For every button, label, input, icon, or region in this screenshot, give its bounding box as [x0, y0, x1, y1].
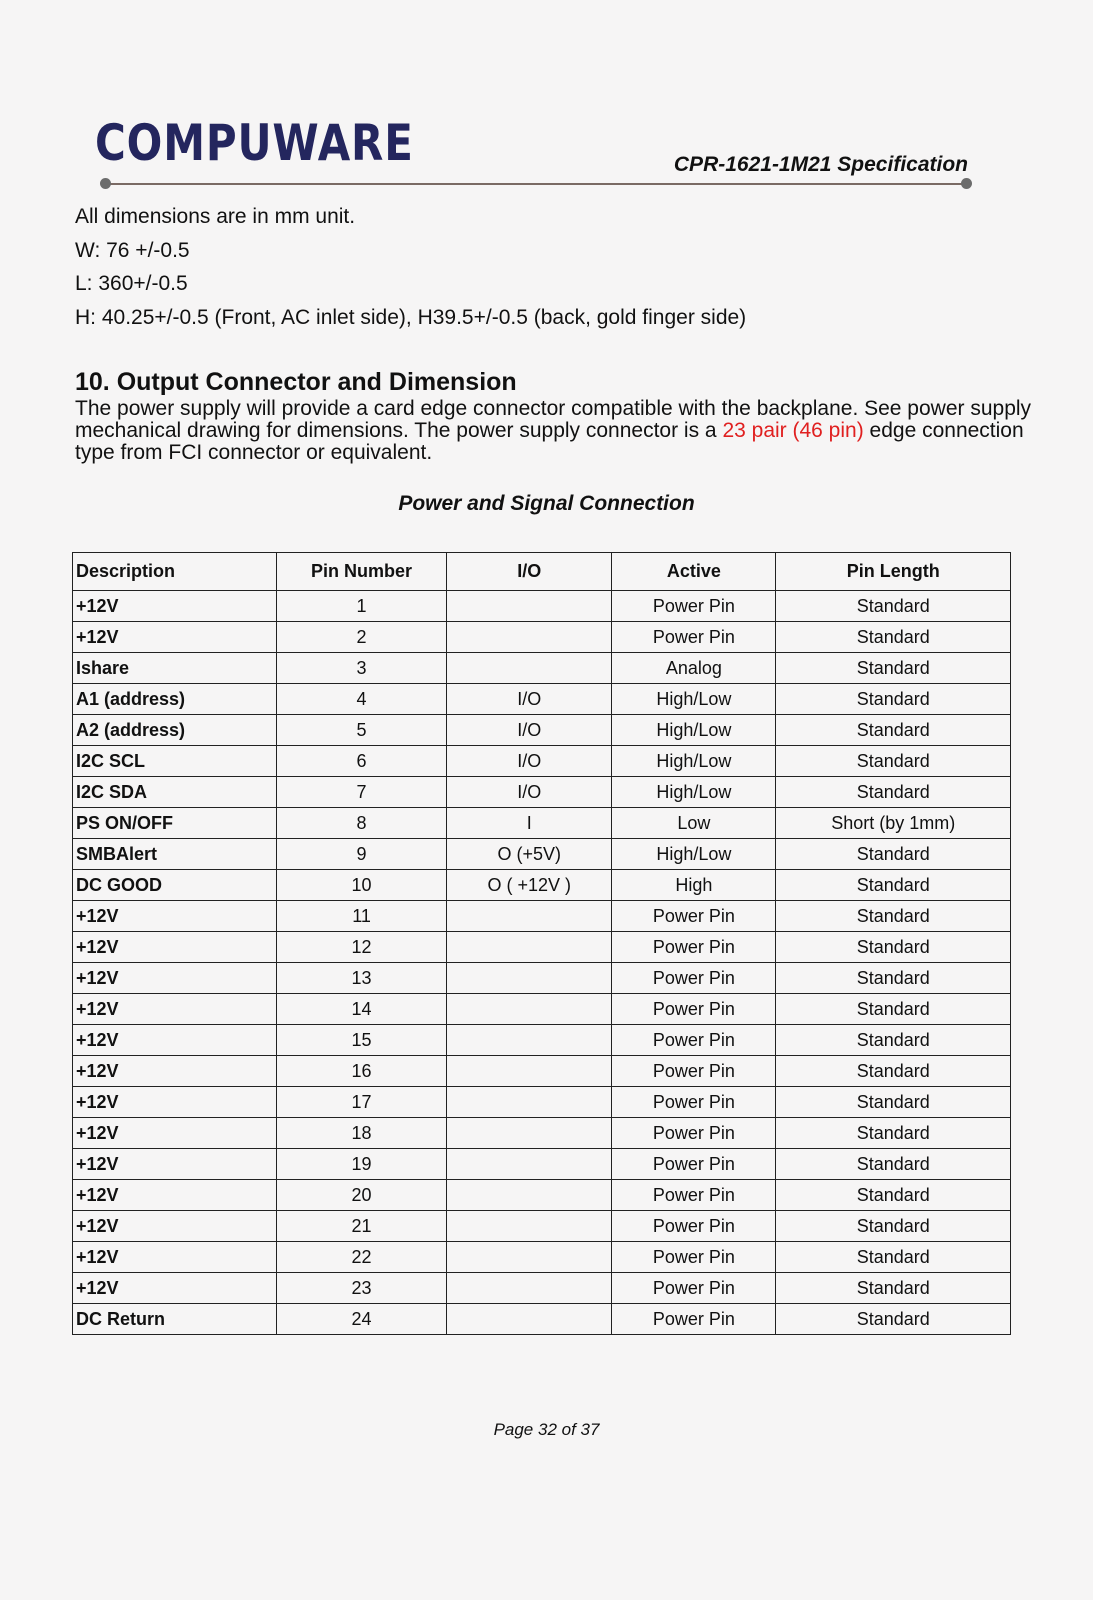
pin-number-cell: 19	[276, 1149, 446, 1180]
description-cell: Ishare	[73, 653, 277, 684]
pin-length-cell: Standard	[776, 715, 1011, 746]
column-header: Description	[73, 553, 277, 591]
active-cell: Power Pin	[612, 901, 776, 932]
pin-length-cell: Standard	[776, 839, 1011, 870]
io-cell	[447, 901, 612, 932]
description-cell: +12V	[73, 932, 277, 963]
io-cell	[447, 1149, 612, 1180]
pin-number-cell: 10	[276, 870, 446, 901]
io-cell: I/O	[447, 684, 612, 715]
io-cell	[447, 963, 612, 994]
description-cell: +12V	[73, 1087, 277, 1118]
table-header-row	[73, 553, 1011, 591]
description-cell: DC Return	[73, 1304, 277, 1335]
active-cell: Power Pin	[612, 622, 776, 653]
io-cell	[447, 1087, 612, 1118]
active-cell: Power Pin	[612, 1273, 776, 1304]
table-row	[73, 684, 1011, 715]
pin-number-cell: 5	[276, 715, 446, 746]
pin-length-cell: Standard	[776, 870, 1011, 901]
io-cell: I/O	[447, 777, 612, 808]
io-cell	[447, 1242, 612, 1273]
table-row	[73, 1025, 1011, 1056]
table-row	[73, 1118, 1011, 1149]
pin-length-cell: Standard	[776, 653, 1011, 684]
pin-length-cell: Standard	[776, 1025, 1011, 1056]
active-cell: Analog	[612, 653, 776, 684]
pin-length-cell: Standard	[776, 622, 1011, 653]
description-cell: +12V	[73, 1273, 277, 1304]
active-cell: High/Low	[612, 777, 776, 808]
table-body	[73, 591, 1011, 1335]
active-cell: Power Pin	[612, 1025, 776, 1056]
table-row	[73, 1056, 1011, 1087]
intro-text-end: edge connection type from FCI connector or equivalent.	[75, 419, 1024, 464]
pin-length-cell: Standard	[776, 1304, 1011, 1335]
table-row	[73, 653, 1011, 684]
header-rule	[106, 183, 967, 185]
table-row	[73, 808, 1011, 839]
table-row	[73, 932, 1011, 963]
io-cell: I/O	[447, 715, 612, 746]
table-row	[73, 994, 1011, 1025]
active-cell: Power Pin	[612, 932, 776, 963]
pin-number-cell: 23	[276, 1273, 446, 1304]
description-cell: A1 (address)	[73, 684, 277, 715]
table-row	[73, 839, 1011, 870]
description-cell: +12V	[73, 1056, 277, 1087]
active-cell: Power Pin	[612, 1211, 776, 1242]
dimensions-unit-note: All dimensions are in mm unit.	[75, 205, 356, 228]
table-row	[73, 1304, 1011, 1335]
description-cell: DC GOOD	[73, 870, 277, 901]
table-row	[73, 1149, 1011, 1180]
pin-number-cell: 17	[276, 1087, 446, 1118]
active-cell: Power Pin	[612, 994, 776, 1025]
column-header: Pin Length	[776, 553, 1011, 591]
pin-number-cell: 20	[276, 1180, 446, 1211]
description-cell: PS ON/OFF	[73, 808, 277, 839]
io-cell	[447, 994, 612, 1025]
description-cell: +12V	[73, 963, 277, 994]
pin-length-cell: Standard	[776, 901, 1011, 932]
description-cell: I2C SDA	[73, 777, 277, 808]
dimension-height: H: 40.25+/-0.5 (Front, AC inlet side), H39.5+/-0.5 (back, gold finger side)	[75, 305, 747, 329]
active-cell: Power Pin	[612, 1087, 776, 1118]
pin-length-cell: Standard	[776, 1149, 1011, 1180]
pin-length-cell: Standard	[776, 932, 1011, 963]
pin-number-cell: 9	[276, 839, 446, 870]
description-cell: +12V	[73, 591, 277, 622]
io-cell: I	[447, 808, 612, 839]
pin-number-cell: 21	[276, 1211, 446, 1242]
page-number: Page 32 of 37	[493, 1420, 600, 1439]
pin-length-cell: Standard	[776, 1087, 1011, 1118]
pin-number-cell: 16	[276, 1056, 446, 1087]
io-cell	[447, 1118, 612, 1149]
pin-number-cell: 8	[276, 808, 446, 839]
active-cell: High	[612, 870, 776, 901]
io-cell	[447, 1211, 612, 1242]
active-cell: Power Pin	[612, 1118, 776, 1149]
table-row	[73, 1087, 1011, 1118]
active-cell: High/Low	[612, 684, 776, 715]
io-cell	[447, 622, 612, 653]
document-title: CPR-1621-1M21 Specification	[673, 153, 968, 176]
pin-length-cell: Standard	[776, 1056, 1011, 1087]
dimension-length: L: 360+/-0.5	[75, 272, 188, 295]
description-cell: SMBAlert	[73, 839, 277, 870]
pin-number-cell: 22	[276, 1242, 446, 1273]
pin-length-cell: Standard	[776, 1211, 1011, 1242]
io-cell: O ( +12V )	[447, 870, 612, 901]
io-cell	[447, 1180, 612, 1211]
table-row	[73, 963, 1011, 994]
header-rule-right-dot	[961, 178, 972, 189]
active-cell: Power Pin	[612, 963, 776, 994]
pin-number-cell: 18	[276, 1118, 446, 1149]
description-cell: +12V	[73, 1242, 277, 1273]
description-cell: +12V	[73, 1149, 277, 1180]
pin-length-cell: Short (by 1mm)	[776, 808, 1011, 839]
description-cell: +12V	[73, 622, 277, 653]
table-row	[73, 746, 1011, 777]
intro-text-start: The power supply will provide a card edge connector compatible with the backplane. See power supply mechanical drawing for dimensions. The power supply connector is a	[75, 397, 1032, 442]
active-cell: Power Pin	[612, 1056, 776, 1087]
description-cell: +12V	[73, 901, 277, 932]
pin-number-cell: 4	[276, 684, 446, 715]
pin-length-cell: Standard	[776, 1118, 1011, 1149]
pin-length-cell: Standard	[776, 777, 1011, 808]
pin-number-cell: 13	[276, 963, 446, 994]
dimensions-block	[75, 203, 746, 337]
header-rule-left-dot	[100, 178, 111, 189]
io-cell	[447, 1304, 612, 1335]
io-cell	[447, 653, 612, 684]
description-cell: A2 (address)	[73, 715, 277, 746]
pin-number-cell: 15	[276, 1025, 446, 1056]
active-cell: High/Low	[612, 746, 776, 777]
description-cell: I2C SCL	[73, 746, 277, 777]
description-cell: +12V	[73, 1211, 277, 1242]
pin-number-cell: 14	[276, 994, 446, 1025]
column-header: I/O	[447, 553, 612, 591]
table-row	[73, 901, 1011, 932]
pin-number-cell: 6	[276, 746, 446, 777]
pin-number-cell: 7	[276, 777, 446, 808]
table-row	[73, 622, 1011, 653]
table-caption: Power and Signal Connection	[398, 492, 695, 515]
io-cell: O (+5V)	[447, 839, 612, 870]
description-cell: +12V	[73, 994, 277, 1025]
pin-number-cell: 3	[276, 653, 446, 684]
pin-length-cell: Standard	[776, 1273, 1011, 1304]
description-cell: +12V	[73, 1180, 277, 1211]
company-logo: COMPUWARE	[95, 114, 414, 172]
section-intro	[75, 398, 1035, 464]
active-cell: High/Low	[612, 715, 776, 746]
pin-length-cell: Standard	[776, 994, 1011, 1025]
active-cell: Low	[612, 808, 776, 839]
pin-number-cell: 11	[276, 901, 446, 932]
section-heading: 10. Output Connector and Dimension	[75, 368, 517, 396]
pin-length-cell: Standard	[776, 684, 1011, 715]
active-cell: High/Low	[612, 839, 776, 870]
description-cell: +12V	[73, 1025, 277, 1056]
pin-number-cell: 24	[276, 1304, 446, 1335]
io-cell: I/O	[447, 746, 612, 777]
active-cell: Power Pin	[612, 1242, 776, 1273]
pin-table	[72, 552, 1011, 1335]
pin-number-cell: 1	[276, 591, 446, 622]
pin-length-cell: Standard	[776, 1180, 1011, 1211]
intro-highlight: 23 pair (46 pin)	[722, 419, 864, 442]
io-cell	[447, 591, 612, 622]
column-header: Pin Number	[276, 553, 446, 591]
table-row	[73, 1180, 1011, 1211]
io-cell	[447, 1025, 612, 1056]
table-row	[73, 1211, 1011, 1242]
table-row	[73, 777, 1011, 808]
column-header: Active	[612, 553, 776, 591]
io-cell	[447, 1273, 612, 1304]
table-row	[73, 870, 1011, 901]
table-row	[73, 1273, 1011, 1304]
active-cell: Power Pin	[612, 1304, 776, 1335]
io-cell	[447, 1056, 612, 1087]
table-row	[73, 715, 1011, 746]
active-cell: Power Pin	[612, 1149, 776, 1180]
pin-number-cell: 12	[276, 932, 446, 963]
pin-length-cell: Standard	[776, 746, 1011, 777]
description-cell: +12V	[73, 1118, 277, 1149]
pin-number-cell: 2	[276, 622, 446, 653]
pin-length-cell: Standard	[776, 591, 1011, 622]
pin-length-cell: Standard	[776, 1242, 1011, 1273]
io-cell	[447, 932, 612, 963]
dimension-width: W: 76 +/-0.5	[75, 238, 190, 262]
active-cell: Power Pin	[612, 1180, 776, 1211]
pin-length-cell: Standard	[776, 963, 1011, 994]
table-row	[73, 591, 1011, 622]
table-row	[73, 1242, 1011, 1273]
active-cell: Power Pin	[612, 591, 776, 622]
